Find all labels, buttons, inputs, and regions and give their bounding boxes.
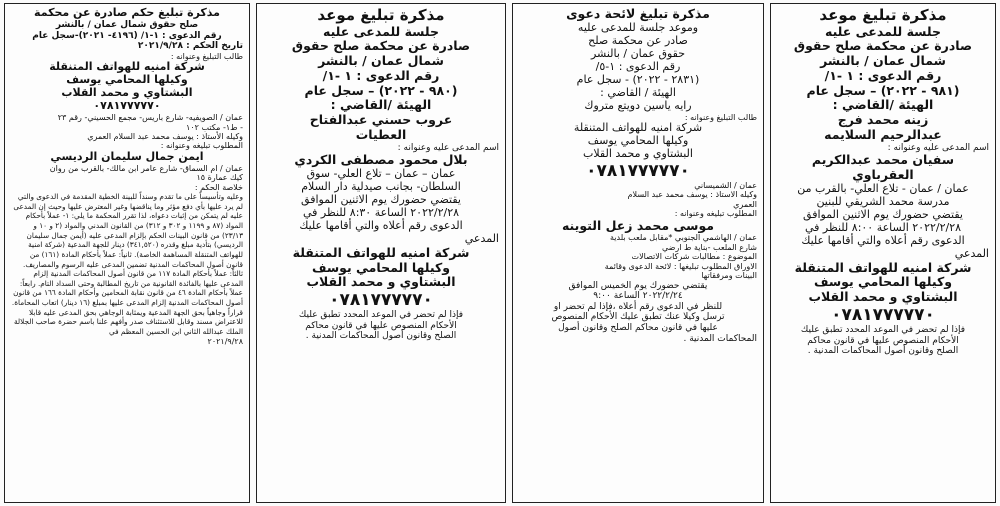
notice-claim-2831 [512,3,764,503]
plaintiff-lawyers-names: البشتاوي و محمد القلاب [583,146,693,160]
defendant-address-2: مدرسة محمد الشريقي للبنين [816,194,950,208]
closing-text: فإذا لم تحضر في الموعد المحدد تطبق عليك [298,310,464,321]
plaintiff-lawyer: وكيلها المحامي يوسف [813,274,953,290]
plaintiff-address-2: - ط١- مكتب ١٠٢ [186,122,243,132]
defendant-heading: المطلوب تبليغه وعنوانه : [160,141,243,151]
verdict-heading: خلاصة الحكم : [194,182,243,192]
defendant-name: موسى محمد زعل التوينه [561,217,715,233]
agent-name: وكيله الاستاذ : يوسف محمد عبد السلام [627,190,757,200]
defendant-name-2: العقرباوي [852,167,914,183]
subject: الموضوع : مطالبات شركات الاتصالات [631,252,757,262]
defendant-heading: اسم المدعى عليه وعنوانه : [397,142,499,153]
judgment-date: تاريخ الحكم : ٢٠٢١/٩/٢٨ [137,41,243,52]
plaintiff-address: عمان / الصويفيه- شارع باريس- مجمع الحسيني- رقم ٢٣ [57,113,243,123]
case-number: (٩٨١ - ٢٠٢٢) – سجل عام [806,82,960,98]
defendant-heading: المطلوب تبليغه وعنوانه : [674,209,757,219]
notice-title: مذكرة تبليغ موعد [317,6,445,24]
attendance-text-3: المدعي [954,246,989,260]
panel-label: الهيئة /القاضي : [330,97,432,113]
attendance-text-2: الدعوى رقم أعلاه والتي أقامها عليك [801,233,965,247]
defendant-name: سفيان محمد عبدالكريم [811,152,955,168]
papers: الاوراق المطلوب تبليغها : لائحة الدعوى وقائمة [604,261,757,271]
notice-subtitle: وموعد جلسة للمدعى عليه [577,20,699,34]
defendant-address: عمان / ام السماق- شارع عامر ابن مالك- بالقرب من روان [49,163,243,173]
panel-label: الهيئة /القاضي : [832,97,934,113]
verdict-date: ٢٠٢١/٩/٢٨ [207,336,243,346]
notice-hearing-980 [256,3,506,503]
notice-subtitle: جلسة للمدعى عليه [824,23,942,39]
verdict-body: وعليه وتأسيساً على ما تقدم وسنداً للبينة الخطية المقدمة في الدعوى والتي لم يرد عليها بأي دفع مؤثر وما يناقضها وغير المعترض عليها وحيث إن المدعى عليه لم يتمكن من إثبات دعواه، لذا تقرر المحكمة ما يلي: ١- عملاً بأحكام المواد (٨٧ و ١١٩٩ و ٣٠٢ و ٣١٢) من القانون المدني والمواد (٢ و ١٠ و ٢٣/١٣) من قانون البينات الحكم بإلزام المدعى عليه (أيمن جمال سليمان الرديسي) بتأدية مبلغ وقدره (٣٤١,٥٢٠) دينار للجهة المدعية (شركة امنية للهواتف المتنقلة المساهمة الخاصة). ثانياً: عملاً بأحكام المادة (١٦١) من قانون أصول المحاكمات المدنية تضمين المدعى عليه الرسوم والمصاريف. ثالثاً: عملاً بأحكام المادة ١١٧ من قانون أصول المحاكمات المدنية إلزام المدعى عليها بالفائدة القانونية من تاريخ المطالبة وحتى السداد التام. رابعاً: عملاً بأحكام المادة ٤٦ من قانون نقابة المحامين وأحكام المادة ١٦٦ من قانون أصول المحاكمات المدنية إلزام المدعى عليها بمبلغ (١٦ دينار) اتعاب المحاماة. قراراً وجاهياً بحق الجهة المدعية ويمثابة الوجاهي بحق المدعى عليه قابلا للاعتراض مسند وقابل للاستئناف صدر وأفهم علنا باسم حضرة صاحب الجلالة الملك عبدالله الثاني ابن الحسين المعظم في [11,192,243,336]
plaintiff-lawyers-names: البشتاوي و محمد القلاب [808,289,958,305]
phone-number: ٠٧٨١٧٧٧٧٧٠ [93,99,161,113]
court-location: شمال عمان / بالنشر [318,53,444,69]
attendance-text-5: المحاكمات المدنية . [683,333,757,344]
court-name: صادر عن محكمة صلح [588,33,688,47]
papers-2: البينات ومرفقاتها [701,271,757,281]
judge-name: عروب حسني عبدالفتاح [309,112,453,128]
court-location: حقوق عمان / بالنشر [590,46,686,60]
attendance-text-3: ترسل وكيلا عنك تطبق عليك الأحكام المنصوص [551,312,725,323]
closing-text-3: الصلح وقانون أصول المحاكمات المدنية . [305,331,457,342]
notice-judgment-4196 [4,3,250,503]
attendance-date: ٢٠٢٢/٢/٢٤ الساعة ٩:٠٠ [593,291,683,302]
attendance-text: يقتضي حضورك يوم الاثنين الموافق [803,207,963,221]
notice-title: مذكرة تبليغ حكم صادرة عن محكمة [34,6,220,19]
closing-text-2: الأحكام المنصوص عليها في قانون محاكم [305,320,457,331]
attendance-text-4: عليها في قانون محاكم الصلح وقانون أصول [558,323,718,334]
case-number: (٩٨٠ - ٢٠٢٢) – سجل عام [304,82,458,98]
defendant-address: عمان / عمان - تلاع العلي- بالقرب من [797,181,969,195]
phone-number: ٠٧٨١٧٧٧٧٧٠ [586,160,690,181]
notice-title: مذكرة تبليغ موعد [819,6,947,24]
defendant-heading: اسم المدعى عليه وعنوانه : [887,142,989,153]
attendance-date: ٢٠٢٢/٢/٢٨ الساعة ٨:٠٠ للنظر في [804,220,962,234]
agent-name: وكيله الأستاذ : يوسف محمد عبد السلام العمري [87,131,243,141]
notice-title: مذكرة تبليغ لائحة دعوى [566,6,710,21]
defendant-address: عمان – عمان – تلاع العلي- سوق [306,167,456,181]
case-number-label: رقم الدعوى : ١-٥/ [595,59,681,73]
attendance-text: يقتضي حضورك يوم الخميس الموافق [568,280,708,291]
court-location: صلح حقوق شمال عمان / بالنشر [55,19,199,30]
plaintiff-lawyer: وكيلها المحامي يوسف [66,73,188,87]
judge-name: زينه محمد فرج [837,112,929,128]
attendance-text-3: المدعي [464,231,499,245]
attendance-text-2: الدعوى رقم أعلاه والتي أقامها عليك [299,218,463,232]
closing-text-2: الأحكام المنصوص عليها في قانون محاكم [807,335,959,346]
attendance-text: يقتضي حضورك يوم الاثنين الموافق [301,192,461,206]
plaintiff-lawyer: وكيلها المحامي يوسف [587,133,689,147]
plaintiff-company: شركة امنيه للهواتف المتنقلة [292,244,470,260]
phone-number: ٠٧٨١٧٧٧٧٧٠ [329,290,433,311]
case-number-label: رقم الدعوى : ١ -١/ [322,67,440,83]
defendant-address-2: السلطان- بجانب صيدلية دار السلام [301,180,461,194]
judge-name-2: عبدالرحيم السلايمه [824,126,942,142]
plaintiff-company: شركة امنيه للهواتف المتنقلة [49,60,205,74]
case-number: (٢٨٣١ - ٢٠٢٢) - سجل عام [576,72,700,86]
plaintiff-lawyers-names: البشتاوي و محمد القلاب [61,86,193,100]
court-name: صادرة عن محكمة صلح حقوق [291,38,471,54]
court-location: شمال عمان / بالنشر [820,53,946,69]
court-name: صادرة عن محكمة صلح حقوق [793,38,973,54]
attendance-text-2: للنظر في الدعوى رقم أعلاه ،فإذا لم تحضر او [553,301,723,312]
agent-name-2: العمري [733,199,757,209]
panel-label: الهيئة / القاضي : [600,85,676,99]
case-number: رقم الدعوى : ١-١/ (٤١٩٦- ٢٠٢١)-سجل عام [32,30,222,41]
plaintiff-lawyers-names: البشتاوي و محمد القلاب [306,274,456,290]
plaintiff-address: عمان / الشميساني [694,180,757,190]
plaintiff-company: شركة امنيه للهواتف المتنقلة [794,259,972,275]
defendant-name: بلال محمود مصطفى الكردي [294,152,468,168]
case-number-label: رقم الدعوى : ١ -١/ [824,67,942,83]
judge-name: رايه ياسين دويتع متروك [584,98,692,112]
notice-subtitle: جلسة للمدعى عليه [322,23,440,39]
defendant-address-2: كيك عمارة ١٥ [196,173,243,183]
requester-heading: طالب التبليغ وعنوانه : [170,51,243,61]
plaintiff-company: شركة امنيه للهواتف المتنقلة [573,120,703,134]
phone-number: ٠٧٨١٧٧٧٧٧٠ [831,304,935,325]
notice-hearing-981 [770,3,996,503]
defendant-name: ايمن جمال سليمان الرديسي [50,149,204,163]
requester-heading: طالب التبليغ وعنوانه : [684,112,757,122]
judge-name-2: العطيات [355,126,407,142]
plaintiff-lawyer: وكيلها المحامي يوسف [311,259,451,275]
attendance-date: ٢٠٢٢/٢/٢٨ الساعة ٨:٣٠ للنظر في [302,205,460,219]
closing-text-3: الصلح وقانون أصول المحاكمات المدنية . [807,346,959,357]
defendant-address-2: شارع الملعب -بناية ط ارضي [661,242,757,252]
defendant-address: عمان / الهاشمي الجنوبي *مقابل ملعب بلدية [609,233,757,243]
closing-text: فإذا لم تحضر في الموعد المحدد تطبق عليك [800,324,966,335]
